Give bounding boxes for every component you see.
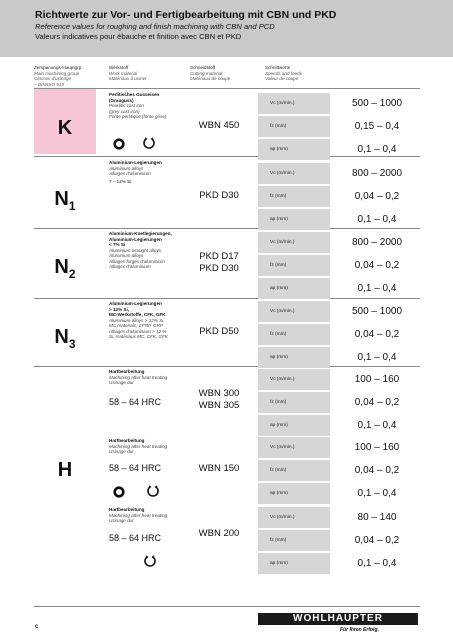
vc-value: 800 – 2000: [351, 237, 403, 248]
cutting-material-n3: PKD D50: [199, 326, 239, 337]
material-h2: Hartbearbeitung Machining after heat treating Usinage dur: [109, 438, 168, 454]
param-box: [258, 553, 330, 574]
brand-tagline: Für Ihren Erfolg.: [340, 627, 379, 633]
page-number: c: [35, 624, 39, 630]
ap-value: 0,1 – 0,4: [357, 558, 397, 569]
param-box: [258, 460, 330, 481]
material-n3: Aluminium-Legierungen > 12% Si, MC-Werkstoffe, CFK, GFK Aluminium alloys > 12% Si, MC materials, CFRP, GRP Alliages d'aluminium > 12 % Si, matériaux MC, CFK, GFK: [109, 301, 168, 339]
divider: [34, 366, 420, 367]
param-label-fz: fz (mm): [270, 194, 287, 199]
param-box: [258, 415, 330, 436]
param-box: [258, 324, 330, 345]
col-group-heading: Zerspanungs-Hauptgrp. Main machining group Classes d'usinage – DIN/ISO 513: [34, 65, 83, 87]
cutting-material-n1: PKD D30: [199, 190, 239, 201]
param-label-vc: Vc (m/min.): [270, 171, 295, 176]
group-letter-n3: $N_3$: [54, 326, 76, 351]
param-label-fz: fz (mm): [270, 538, 287, 543]
hardness-h3: 58 – 64 HRC: [109, 533, 162, 543]
vc-value: 80 – 140: [357, 512, 397, 523]
circular-arc-insert-icon: [142, 136, 156, 155]
ap-value: 0,1 – 0,4: [357, 214, 397, 225]
fz-value: 0,15 – 0,4: [354, 121, 400, 132]
param-box: [258, 255, 330, 276]
circular-arc-insert-icon: [143, 554, 157, 573]
param-box: [258, 392, 330, 413]
param-label-fz: fz (mm): [270, 332, 287, 337]
ap-value: 0,1 – 0,4: [357, 144, 397, 155]
param-label-ap: ap (mm): [270, 491, 288, 496]
param-label-vc: Vc (m/min.): [270, 101, 295, 106]
param-box: [258, 278, 330, 299]
param-label-ap: ap (mm): [270, 286, 288, 291]
fz-value: 0,04 – 0,2: [354, 329, 400, 340]
group-letter-k: K: [57, 117, 73, 139]
param-label-ap: ap (mm): [270, 355, 288, 360]
header-band: [0, 0, 453, 57]
title-en: Reference values for roughing and finish machining with CBN and PCD: [35, 22, 275, 31]
circular-arc-insert-icon: [146, 484, 160, 503]
param-box: [258, 186, 330, 207]
vc-value: 500 – 1000: [351, 98, 403, 109]
title-de: Richtwerte zur Vor- und Fertigbearbeitung mit CBN und PKD: [35, 9, 337, 21]
brand-logo: WOHLHAUPTER: [258, 613, 418, 625]
material-h3: Hartbearbeitung Machining after heat treating Usinage dur: [109, 507, 168, 523]
param-box: [258, 530, 330, 551]
param-box: [258, 483, 330, 504]
material-h1: Hartbearbeitung Machining after heat treating Usinage dur: [109, 369, 168, 385]
vc-value: 800 – 2000: [351, 168, 403, 179]
material-n2: Aluminium-Knetlegierungen, Aluminium-Legierungen < 7% Si Aluminium wrought alloys, Aluminium alloys Alliages forgés d'aluminium Alliages d'aluminium: [109, 231, 172, 269]
param-label-ap: ap (mm): [270, 217, 288, 222]
col-material-heading: Werkstoff Work material Matériaux à usiner: [109, 65, 147, 82]
divider: [34, 156, 420, 157]
material-k: Perlitisches Gusseisen (Grauguss) Pearlitic cast iron (grey cast iron) Fonte perlitique (fonte grise): [109, 92, 167, 119]
group-letter-n2: $N_2$: [54, 256, 76, 281]
group-letter-h: H: [57, 459, 73, 481]
ap-value: 0,1 – 0,4: [357, 352, 397, 363]
cutting-material-k: WBN 450: [198, 120, 240, 131]
hardness-h1: 58 – 64 HRC: [109, 397, 162, 407]
param-box: [258, 209, 330, 230]
param-box: [258, 347, 330, 368]
param-label-vc: Vc (m/min.): [270, 309, 295, 314]
cutting-material-h2: WBN 150: [198, 463, 240, 474]
ap-value: 0,1 – 0,4: [357, 283, 397, 294]
round-insert-icon: [113, 485, 125, 503]
param-label-fz: fz (mm): [270, 124, 287, 129]
footer-rule: [34, 606, 420, 607]
fz-value: 0,04 – 0,2: [354, 397, 400, 408]
param-label-vc: Vc (m/min.): [270, 445, 295, 450]
param-label-fz: fz (mm): [270, 400, 287, 405]
material-n1: Aluminium-Legierungen Aluminium alloys Alliages d'aluminium 7 – 12% Si: [109, 160, 162, 184]
fz-value: 0,04 – 0,2: [354, 535, 400, 546]
cutting-material-h1: WBN 300 WBN 305: [198, 388, 240, 411]
col-cutting-heading: Schneidstoff Cutting material Matériaux de coupe: [190, 65, 231, 82]
divider: [34, 228, 420, 229]
vc-value: 100 – 160: [354, 442, 400, 453]
col-params-heading: Schnittwerte Speeds and feeds Valeur de coupe: [265, 65, 303, 82]
vc-value: 500 – 1000: [351, 306, 403, 317]
param-label-vc: Vc (m/min.): [270, 515, 295, 520]
param-label-vc: Vc (m/min.): [270, 377, 295, 382]
hardness-h2: 58 – 64 HRC: [109, 463, 162, 473]
fz-value: 0,04 – 0,2: [354, 465, 400, 476]
param-box: [258, 139, 330, 160]
param-label-ap: ap (mm): [270, 561, 288, 566]
vc-value: 100 – 160: [354, 374, 400, 385]
param-label-fz: fz (mm): [270, 468, 287, 473]
cutting-material-n2: PKD D17 PKD D30: [199, 251, 239, 274]
ap-value: 0,1 – 0,4: [357, 488, 397, 499]
param-label-fz: fz (mm): [270, 263, 287, 268]
param-box: [258, 116, 330, 137]
title-fr: Valeurs indicatives pour ébauche et finition avec CBN et PKD: [35, 32, 242, 41]
param-label-ap: ap (mm): [270, 147, 288, 152]
fz-value: 0,04 – 0,2: [354, 260, 400, 271]
round-insert-icon: [113, 137, 125, 155]
param-label-vc: Vc (m/min.): [270, 240, 295, 245]
ap-value: 0,1 – 0,4: [357, 420, 397, 431]
cutting-material-h3: WBN 200: [198, 528, 240, 539]
param-label-ap: ap (mm): [270, 423, 288, 428]
group-letter-n1: $N_1$: [54, 188, 76, 213]
fz-value: 0,04 – 0,2: [354, 191, 400, 202]
divider: [34, 298, 420, 299]
